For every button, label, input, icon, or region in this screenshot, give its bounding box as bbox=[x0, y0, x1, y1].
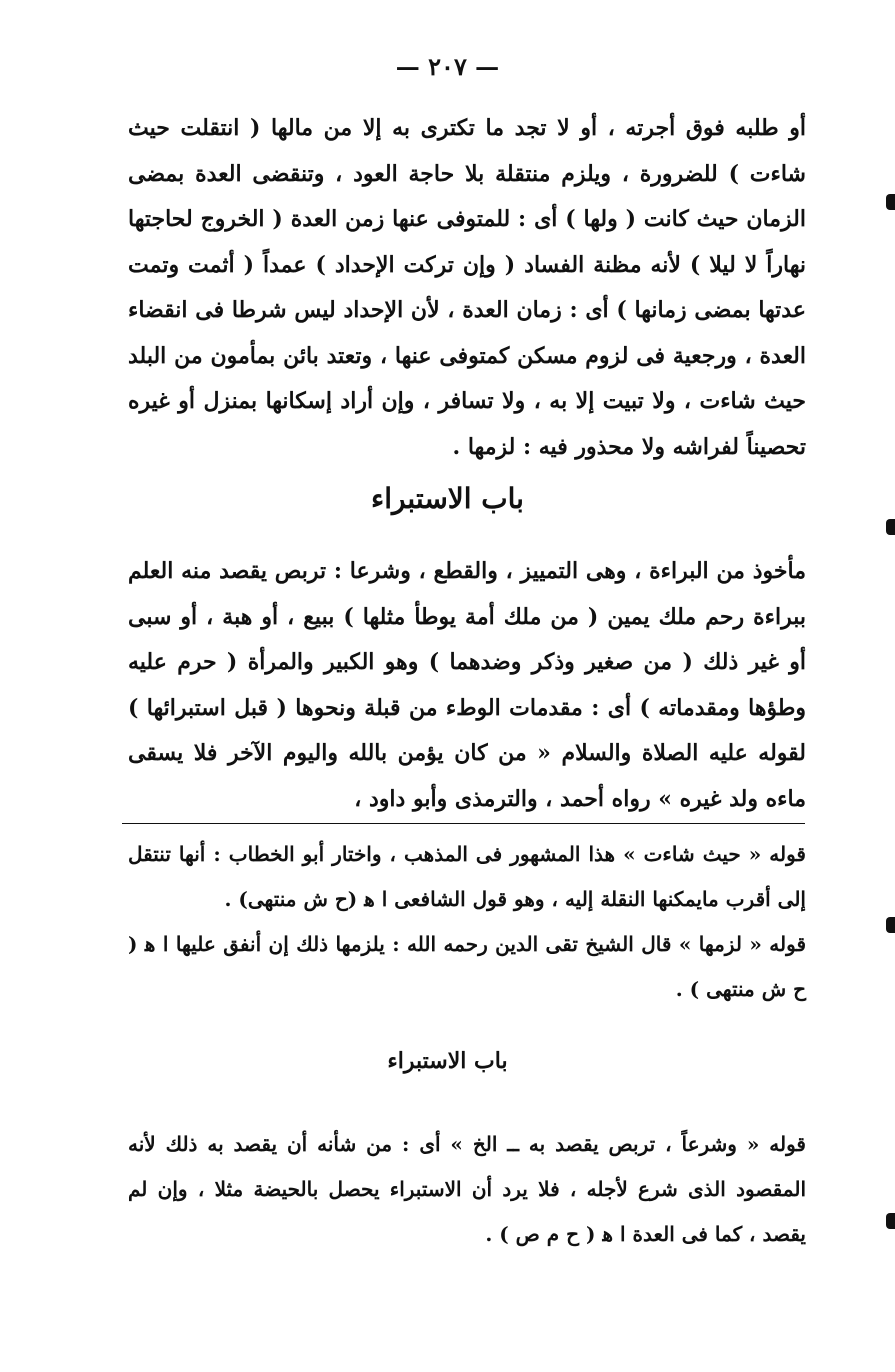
binding-mark bbox=[886, 1213, 895, 1229]
binding-mark bbox=[886, 194, 895, 210]
main-paragraph-1: أو طلبه فوق أجرته ، أو لا تجد ما تكترى به إلا من مالها ( انتقلت حيث شاءت ) للضرورة ، ويلزم منتقلة بلا حاجة العود ، وتنقضى العدة بمضى الزمان حيث كانت ( ولها ) أى : للمتوفى عنها زمن العدة ( الخروج لحاجتها نهاراً لا ليلا ) لأنه مظنة الفساد ( وإن تركت الإحداد ) عمداً ( أثمت وتمت عدتها بمضى زمانها ) أى : زمان العدة ، لأن الإحداد ليس شرطا فى انقضاء العدة ، ورجعية فى لزوم مسكن كمتوفى عنها ، وتعتد بائن بمأمون من البلد حيث شاءت ، ولا تبيت إلا به ، ولا تسافر ، وإن أراد إسكانها بمنزل أو غيره تحصيناً لفراشه ولا محذور فيه : لزمها . bbox=[128, 115, 806, 460]
binding-mark bbox=[886, 917, 895, 933]
footnote-divider bbox=[122, 823, 805, 824]
footnote-2: قوله « لزمها » قال الشيخ تقى الدين رحمه الله : يلزمها ذلك إن أنفق عليها ا ﻫ ( ح ش منتهى ) . bbox=[128, 932, 806, 1001]
chapter-heading: باب الاستبراء bbox=[371, 482, 524, 515]
page-number: — ٢٠٧ — bbox=[395, 52, 500, 81]
footnotes-block-1 bbox=[128, 832, 806, 1012]
main-paragraph-2: مأخوذ من البراءة ، وهى التمييز ، والقطع ، وشرعا : تربص يقصد منه العلم ببراءة رحم ملك يمين ( من ملك أمة يوطأ مثلها ) ببيع ، أو هبة ، أو سبى أو غير ذلك ( من صغير وذكر وضدهما ) وهو الكبير والمرأة ( حرم عليه وطؤها ومقدماته ) أى : مقدمات الوطء من قبلة ونحوها ( قبل استبرائها ) لقوله عليه الصلاة والسلام « من كان يؤمن بالله واليوم الآخر فلا يسقى ماءه ولد غيره » رواه أحمد ، والترمذى وأبو داود ، bbox=[128, 558, 806, 812]
footnote-3: قوله « وشرعاً ، تربص يقصد به ــ الخ » أى : من شأنه أن يقصد به ذلك لأنه المقصود الذى شرع لأجله ، فلا يرد أن الاستبراء يحصل بالحيضة مثلا ، وإن لم يقصد ، كما فى العدة ا ﻫ ( ح م ص ) . bbox=[128, 1132, 806, 1246]
footnote-1: قوله « حيث شاءت » هذا المشهور فى المذهب ، واختار أبو الخطاب : أنها تنتقل إلى أقرب مايمكنها النقلة إليه ، وهو قول الشافعى ا ﻫ (ح ش منتهى) . bbox=[128, 842, 806, 911]
footnote-chapter-heading: باب الاستبراء bbox=[387, 1048, 508, 1074]
binding-mark bbox=[886, 519, 895, 535]
